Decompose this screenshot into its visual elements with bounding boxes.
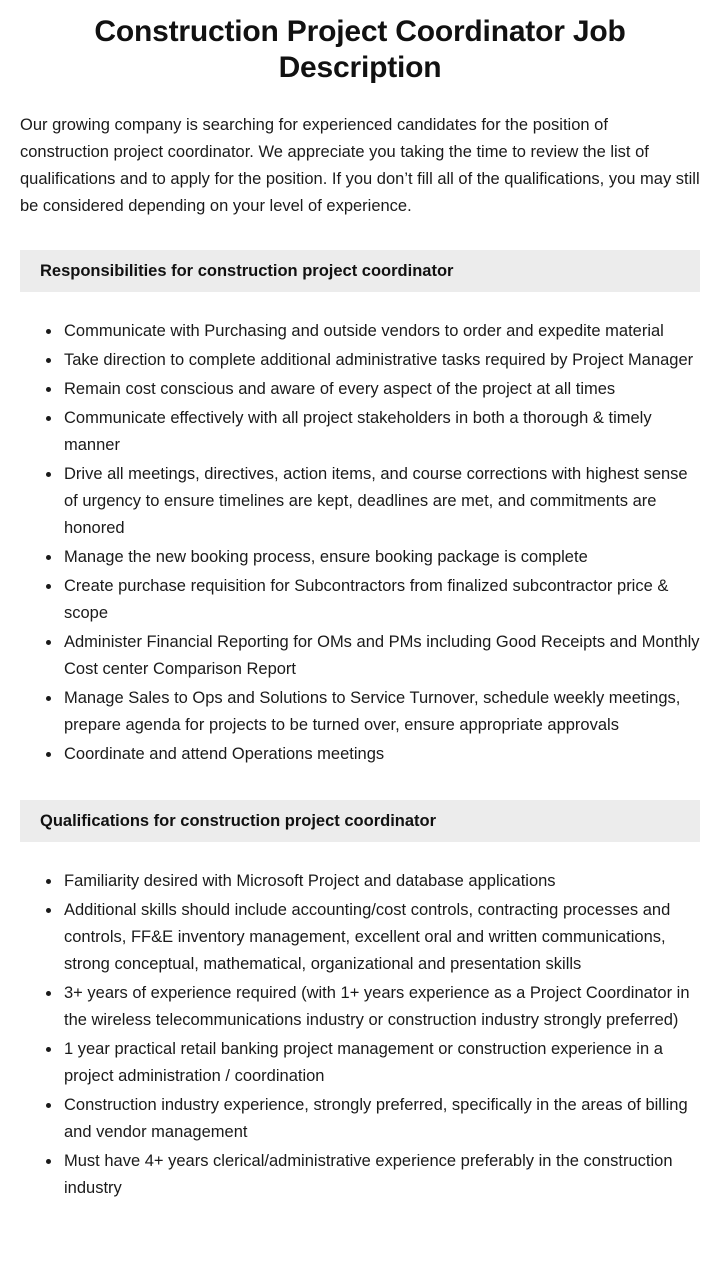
- qualifications-section: [20, 800, 700, 1202]
- list-item: • Take direction to complete additional administrative tasks required by Project Manager: [62, 347, 700, 374]
- qualifications-section-header: Qualifications for construction project coordinator: [20, 800, 700, 842]
- list-item: • 1 year practical retail banking project management or construction experience in a project administration / coordination: [62, 1036, 700, 1090]
- list-item: • 3+ years of experience required (with 1+ years experience as a Project Coordinator in the wireless telecommunications industry or construction industry strongly preferred): [62, 980, 700, 1034]
- qualifications-list: [20, 868, 700, 1202]
- intro-paragraph: Our growing company is searching for experienced candidates for the position of construction project coordinator. We appreciate you taking the time to review the list of qualifications and to apply for the position. If you don’t fill all of the qualifications, you may still be considered depending on your level of experience.: [20, 116, 700, 215]
- list-item: • Manage Sales to Ops and Solutions to Service Turnover, schedule weekly meetings, prepare agenda for projects to be turned over, ensure appropriate approvals: [62, 685, 700, 739]
- list-item: • Administer Financial Reporting for OMs and PMs including Good Receipts and Monthly Cost center Comparison Report: [62, 629, 700, 683]
- list-item: • Remain cost conscious and aware of every aspect of the project at all times: [62, 376, 700, 403]
- list-item: • Manage the new booking process, ensure booking package is complete: [62, 544, 700, 571]
- list-item: • Communicate effectively with all project stakeholders in both a thorough & timely manner: [62, 405, 700, 459]
- list-item: • Construction industry experience, strongly preferred, specifically in the areas of billing and vendor management: [62, 1092, 700, 1146]
- list-item: • Additional skills should include accounting/cost controls, contracting processes and controls, FF&E inventory management, excellent oral and written communications, strong conceptual, mathematical, organizational and presentation skills: [62, 897, 700, 978]
- list-item: • Create purchase requisition for Subcontractors from finalized subcontractor price & scope: [62, 573, 700, 627]
- responsibilities-section-header: Responsibilities for construction project coordinator: [20, 250, 700, 292]
- page-title: Construction Project Coordinator Job Description: [94, 15, 626, 84]
- responsibilities-section: [20, 250, 700, 768]
- list-item: • Familiarity desired with Microsoft Project and database applications: [62, 868, 700, 895]
- responsibilities-list: [20, 318, 700, 768]
- list-item: • Drive all meetings, directives, action items, and course corrections with highest sense of urgency to ensure timelines are kept, deadlines are met, and commitments are honored: [62, 461, 700, 542]
- list-item: • Must have 4+ years clerical/administrative experience preferably in the construction industry: [62, 1148, 700, 1202]
- list-item: • Coordinate and attend Operations meetings: [62, 741, 700, 768]
- list-item: • Communicate with Purchasing and outside vendors to order and expedite material: [62, 318, 700, 345]
